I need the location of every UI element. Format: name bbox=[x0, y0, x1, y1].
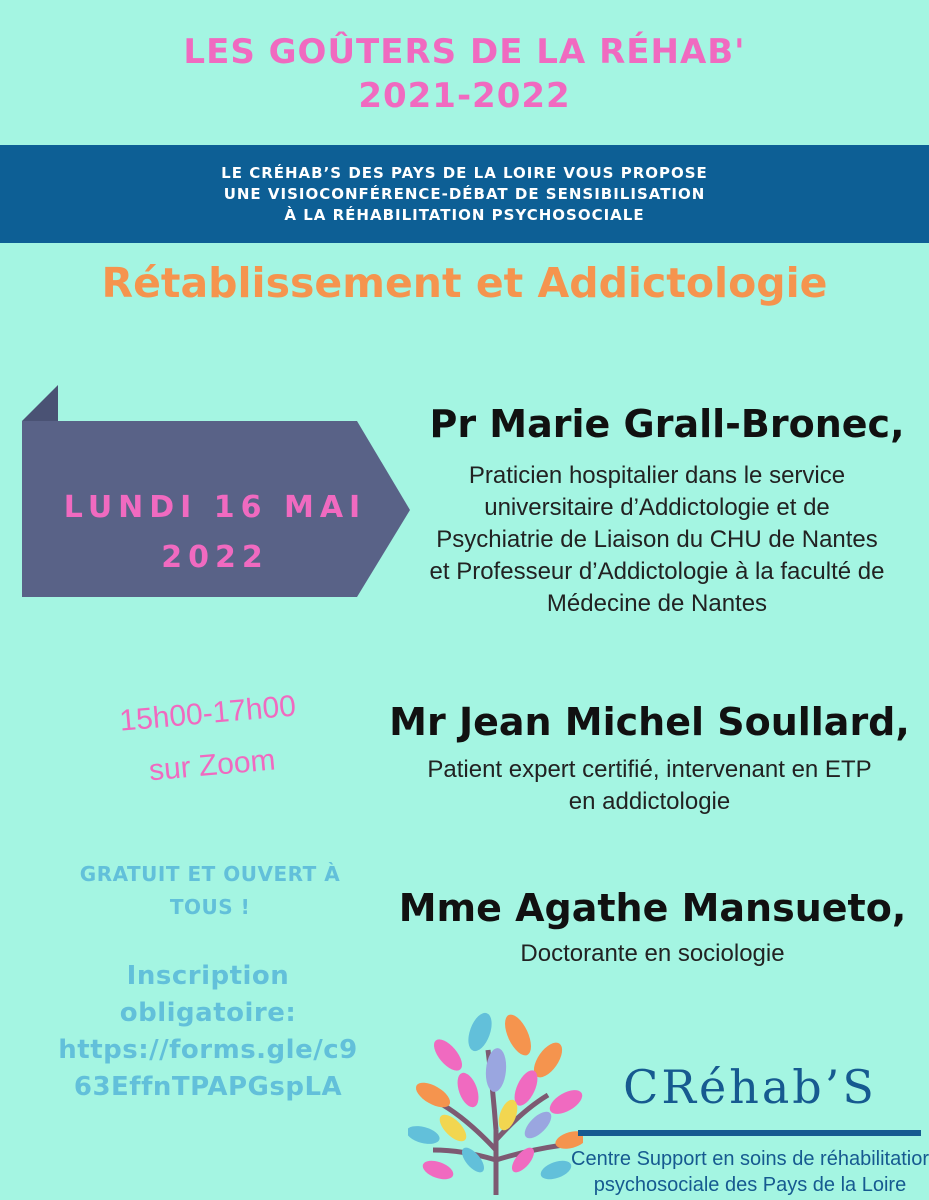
speaker-2-desc-line-1: Patient expert certifié, intervenant en ETP bbox=[427, 756, 872, 783]
speaker-1-desc-line-1: Praticien hospitalier dans le service bbox=[468, 462, 846, 489]
free-access-line-2: TOUS ! bbox=[169, 895, 251, 919]
event-date-line-1: LUNDI 16 MAI bbox=[63, 490, 367, 525]
speaker-1-name: Pr Marie Grall-Bronec, bbox=[429, 402, 905, 446]
event-date-line-2: 2022 bbox=[161, 540, 269, 575]
logo-subtitle-line-1: Centre Support en soins de réhabilitatior bbox=[571, 1148, 929, 1170]
speaker-1-desc-line-5: Médecine de Nantes bbox=[546, 590, 768, 617]
registration-link-part-2[interactable]: 63EffnTPAPGspLA bbox=[73, 1072, 343, 1102]
crehabs-logo-text: CRéhab’S bbox=[623, 1060, 877, 1114]
speaker-1-desc-line-4: et Professeur d’Addictologie à la faculté de bbox=[429, 558, 885, 585]
event-title-line-2: 2021-2022 bbox=[358, 76, 571, 116]
banner-line-3: À LA RÉHABILITATION PSYCHOSOCIALE bbox=[284, 205, 645, 224]
banner-line-2: UNE VISIOCONFÉRENCE-DÉBAT DE SENSIBILISATION bbox=[223, 184, 706, 203]
speaker-3-name: Mme Agathe Mansueto, bbox=[398, 886, 907, 930]
event-title bbox=[0, 30, 929, 118]
speaker-2-desc-line-2: en addictologie bbox=[568, 788, 731, 815]
speaker-3-desc-line-1: Doctorante en sociologie bbox=[520, 940, 785, 967]
registration-line-2: obligatoire: bbox=[119, 998, 297, 1028]
registration-info bbox=[18, 958, 398, 1106]
event-time-line-1: 15h00-17h00 bbox=[118, 689, 298, 738]
event-title-line-1: LES GOÛTERS DE LA RÉHAB' bbox=[183, 32, 746, 72]
free-access-line-1: GRATUIT ET OUVERT À bbox=[79, 862, 341, 886]
logo-subtitle bbox=[560, 1146, 929, 1198]
event-time-line-2: sur Zoom bbox=[147, 743, 277, 788]
conference-topic: Rétablissement et Addictologie bbox=[101, 259, 828, 307]
registration-line-1: Inscription bbox=[126, 961, 290, 991]
intro-banner bbox=[0, 145, 929, 243]
logo-divider bbox=[578, 1130, 921, 1136]
registration-link-part-1[interactable]: https://forms.gle/c9 bbox=[58, 1035, 358, 1065]
event-time bbox=[76, 677, 344, 803]
speaker-1-desc-line-2: universitaire d’Addictologie et de bbox=[484, 494, 830, 521]
speaker-1 bbox=[385, 400, 929, 620]
speaker-1-desc-line-3: Psychiatrie de Liaison du CHU de Nantes bbox=[436, 526, 878, 553]
event-date bbox=[40, 483, 390, 583]
arrow-fold bbox=[22, 385, 58, 421]
speaker-3 bbox=[380, 884, 925, 970]
tree-logo-icon bbox=[408, 1010, 583, 1195]
speaker-2-name: Mr Jean Michel Soullard, bbox=[389, 700, 910, 744]
speaker-2 bbox=[370, 698, 929, 818]
logo-subtitle-line-2: psychosociale des Pays de la Loire bbox=[593, 1174, 907, 1196]
banner-line-1: LE CRÉHAB’S DES PAYS DE LA LOIRE VOUS PROPOSE bbox=[221, 163, 708, 182]
free-access-note bbox=[40, 858, 380, 924]
